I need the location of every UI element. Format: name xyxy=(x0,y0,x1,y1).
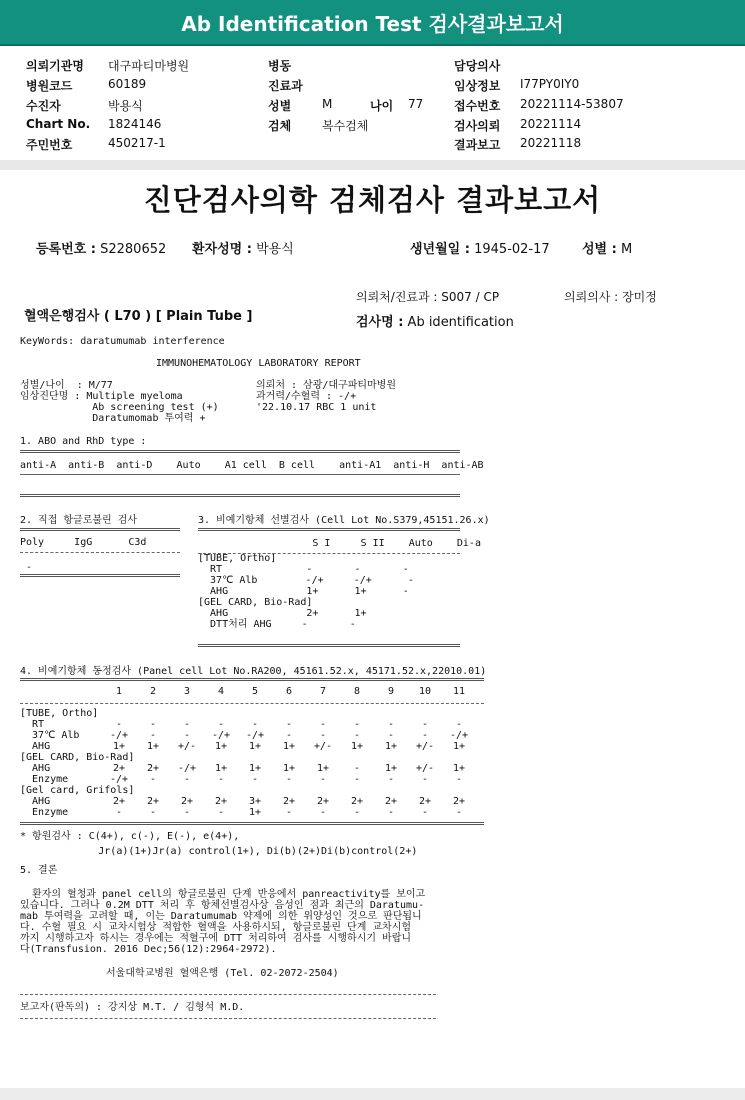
panel-cell-number: 2 xyxy=(149,686,157,697)
conclusion-line: 환자의 혈청과 panel cell의 항글로불린 단계 반응에서 panreactivity를 보이고 xyxy=(20,889,426,900)
rule xyxy=(20,474,460,475)
panel-result: - xyxy=(387,774,395,785)
panel-result: 1+ xyxy=(248,741,262,752)
reg-value: S2280652 xyxy=(100,242,167,257)
panel-row-label: [Gel card, Grifols] xyxy=(20,785,135,796)
rule xyxy=(198,644,460,647)
panel-result: +/- xyxy=(313,741,333,752)
panel-row xyxy=(20,796,500,807)
panel-row xyxy=(20,730,500,741)
panel-result: 1+ xyxy=(146,741,160,752)
panel-result: - xyxy=(183,807,191,818)
screening-header: S I S II Auto Di-a xyxy=(198,538,481,549)
panel-result: 1+ xyxy=(452,763,466,774)
sex-label: 성별 xyxy=(268,99,292,113)
panel-result: 1+ xyxy=(282,763,296,774)
doc-doctor-value: 장미정 xyxy=(622,290,657,304)
panel-result: 2+ xyxy=(112,796,126,807)
doc-sex-row xyxy=(582,238,632,257)
panel-result: -/+ xyxy=(245,730,265,741)
panel-row xyxy=(20,785,500,796)
panel-result: - xyxy=(285,807,293,818)
panel-result: +/- xyxy=(415,741,435,752)
conclusion-line: 다. 수혈 필요 시 교차시험상 적합한 혈액을 사용하시되, 항글로불린 단계 교차시험 xyxy=(20,922,412,933)
rule xyxy=(20,494,460,497)
chart-label: Chart No. xyxy=(26,117,91,131)
panel-result: - xyxy=(183,719,191,730)
screening-line: AHG 1+ 1+ - xyxy=(198,586,409,597)
rrn-value: 450217-1 xyxy=(108,136,166,150)
requesting-doctor-row xyxy=(564,288,657,305)
age-value: 77 xyxy=(408,97,424,111)
rrn-label: 주민번호 xyxy=(26,138,73,152)
section5-title: 5. 결론 xyxy=(20,865,58,876)
panel-result: -/+ xyxy=(449,730,469,741)
panel-result: -/+ xyxy=(211,730,231,741)
panel-result: - xyxy=(319,730,327,741)
panel-result: 2+ xyxy=(146,763,160,774)
lab-report-document xyxy=(10,170,735,1086)
document-title: 진단검사의학 검체검사 결과보고서 xyxy=(143,183,602,217)
dob-label: 생년월일 : xyxy=(410,242,470,257)
conclusion-line: 까지 시행하고자 하시는 경우에는 적혈구에 DTT 처리하여 검사를 시행하시기 바랍니 xyxy=(20,933,412,944)
institution: 서울대학교병원 혈액은행 (Tel. 02-2072-2504) xyxy=(106,968,339,979)
report-header-bar xyxy=(0,0,745,46)
panel-result: - xyxy=(353,730,361,741)
panel-cell-number: 5 xyxy=(251,686,259,697)
dob-value: 1945-02-17 xyxy=(474,242,550,257)
panel-result: 2+ xyxy=(214,796,228,807)
dept-label: 진료과 xyxy=(268,79,303,93)
hospital-label: 의뢰기관명 xyxy=(26,59,84,73)
panel-result: - xyxy=(217,774,225,785)
rule xyxy=(198,553,460,554)
panel-result: - xyxy=(251,774,259,785)
screening-line: 37℃ Alb -/+ -/+ - xyxy=(198,575,414,586)
panel-result: - xyxy=(319,774,327,785)
section3-title: 3. 비예기항체 선별검사 (Cell Lot No.S379,45151.26.x) xyxy=(198,515,490,526)
panel-row-label: Enzyme xyxy=(20,774,69,785)
sex-value: M xyxy=(322,97,333,111)
panel-row-label: [GEL CARD, Bio-Rad] xyxy=(20,752,135,763)
panel-result: - xyxy=(421,730,429,741)
report-date-value: 20221118 xyxy=(520,136,582,150)
dob-row xyxy=(410,238,550,257)
panel-header-row xyxy=(20,686,500,697)
pt-line: Ab screening test (+) xyxy=(20,402,219,413)
panel-row-label: AHG xyxy=(20,796,51,807)
screening-line: DTT처리 AHG - - xyxy=(198,619,356,630)
panel-result: 1+ xyxy=(384,741,398,752)
panel-cell-number: 9 xyxy=(387,686,395,697)
doc-sex-label: 성별 : xyxy=(582,242,617,257)
panel-result: - xyxy=(353,774,361,785)
panel-row xyxy=(20,763,500,774)
screening-table xyxy=(198,538,481,630)
conclusion-line: 있습니다. 그러나 0.2M DTT 처리 후 항체선별검사상 음성인 점과 최근의 Daratumu- xyxy=(20,900,425,911)
panel-result: - xyxy=(353,719,361,730)
report-header-title: Ab Identification Test 검사결과보고서 xyxy=(181,11,564,36)
antigen-line: * 항원검사 : C(4+), c(-), E(-), e(4+), xyxy=(20,831,240,842)
section-separator xyxy=(0,160,745,170)
panel-result: -/+ xyxy=(109,774,129,785)
pt-line: 임상진단명 : Multiple myeloma xyxy=(20,391,183,402)
section1-title: 1. ABO and RhD type : xyxy=(20,436,147,447)
specimen-label: 검체 xyxy=(268,119,292,133)
panel-result: - xyxy=(455,807,463,818)
receipt-value: 20221114-53807 xyxy=(520,97,624,111)
panel-result: - xyxy=(353,807,361,818)
panel-result: 1+ xyxy=(248,807,262,818)
keywords: KeyWords: daratumumab interference xyxy=(20,336,225,347)
screening-line: [GEL CARD, Bio-Rad] xyxy=(198,597,313,608)
screening-line: RT - - - xyxy=(198,564,409,575)
panel-result: - xyxy=(455,774,463,785)
panel-row xyxy=(20,741,500,752)
panel-result: - xyxy=(285,719,293,730)
section2-title: 2. 직접 항글로불린 검사 xyxy=(20,515,138,526)
panel-result: - xyxy=(387,730,395,741)
panel-cell-number: 1 xyxy=(115,686,123,697)
panel-result: - xyxy=(455,719,463,730)
rule xyxy=(20,703,484,704)
code-value: 60189 xyxy=(108,77,147,91)
chart-value: 1824146 xyxy=(108,117,162,131)
panel-result: 1+ xyxy=(316,763,330,774)
rule xyxy=(20,822,484,825)
panel-result: - xyxy=(319,807,327,818)
panel-result: - xyxy=(421,807,429,818)
panel-row-label: Enzyme xyxy=(20,807,69,818)
rule xyxy=(20,450,460,453)
panel-result: 1+ xyxy=(112,741,126,752)
panel-result: 2+ xyxy=(384,796,398,807)
pt-line: '22.10.17 RBC 1 unit xyxy=(256,402,377,413)
antigen-results xyxy=(20,831,417,857)
patient-details-left xyxy=(20,380,219,424)
panel-result: 1+ xyxy=(248,763,262,774)
panel-row xyxy=(20,774,500,785)
specimen-value: 복수검체 xyxy=(322,119,369,133)
conclusion-line: 다(Transfusion. 2016 Dec;56(12):2964-2972). xyxy=(20,944,277,955)
panel-result: - xyxy=(149,719,157,730)
name-row xyxy=(192,238,294,257)
test-name-label: 검사명 : xyxy=(356,315,404,330)
panel-result: -/+ xyxy=(177,763,197,774)
conclusion-text xyxy=(20,889,425,955)
panel-result: +/- xyxy=(177,741,197,752)
pt-line: 의뢰처 : 삼광/대구파티마병원 xyxy=(256,380,397,391)
panel-result: 2+ xyxy=(112,763,126,774)
panel-result: 1+ xyxy=(214,741,228,752)
panel-result: 1+ xyxy=(282,741,296,752)
panel-result: - xyxy=(285,774,293,785)
panel-row xyxy=(20,719,500,730)
panel-result: -/+ xyxy=(109,730,129,741)
rule xyxy=(20,552,180,553)
age-label: 나이 xyxy=(370,99,394,113)
bank-test-title: 혈액은행검사 ( L70 ) [ Plain Tube ] xyxy=(24,309,253,324)
code-label: 병원코드 xyxy=(26,79,73,93)
panel-result: 2+ xyxy=(452,796,466,807)
panel-result: 1+ xyxy=(452,741,466,752)
ward-label: 병동 xyxy=(268,59,292,73)
panel-result: - xyxy=(149,774,157,785)
patient-details-right xyxy=(256,380,396,413)
panel-result: - xyxy=(217,719,225,730)
panel-result: 2+ xyxy=(282,796,296,807)
rule xyxy=(20,994,436,995)
panel-row-label: AHG xyxy=(20,763,51,774)
patient-label: 수진자 xyxy=(26,99,61,113)
doc-dept-label: 의뢰처/진료과 : xyxy=(356,290,438,304)
dat-values: - xyxy=(20,562,33,573)
panel-result: - xyxy=(183,774,191,785)
panel-result: 3+ xyxy=(248,796,262,807)
panel-cell-number: 4 xyxy=(217,686,225,697)
panel-cell-number: 11 xyxy=(452,686,466,697)
panel-row xyxy=(20,807,500,818)
panel-cell-number: 7 xyxy=(319,686,327,697)
clinical-value: I77PY0IY0 xyxy=(520,77,580,91)
panel-cell-number: 10 xyxy=(418,686,432,697)
panel-result: - xyxy=(387,719,395,730)
panel-result: 2+ xyxy=(418,796,432,807)
conclusion-line: mab 투여력을 고려할 때, 이는 Daratumumab 약제에 의한 위양성인 것으로 판단됩니 xyxy=(20,911,422,922)
screening-line: AHG 2+ 1+ xyxy=(198,608,367,619)
report-date-label: 결과보고 xyxy=(454,138,501,152)
test-name-row xyxy=(356,311,514,330)
bottom-separator xyxy=(0,1088,745,1100)
panel-row-label: AHG xyxy=(20,741,51,752)
rule xyxy=(20,574,180,577)
registration-row xyxy=(36,238,166,257)
panel-result: - xyxy=(183,730,191,741)
panel-identification-table xyxy=(20,686,490,826)
panel-result: - xyxy=(353,763,361,774)
report-subtitle: IMMUNOHEMATOLOGY LABORATORY REPORT xyxy=(156,358,361,369)
panel-result: - xyxy=(319,719,327,730)
doctor-label: 담당의사 xyxy=(454,59,501,73)
panel-cell-number: 8 xyxy=(353,686,361,697)
test-name-value: Ab identification xyxy=(407,315,514,330)
pt-line: Daratumomab 투여력 + xyxy=(20,413,206,424)
panel-result: - xyxy=(285,730,293,741)
panel-result: - xyxy=(251,719,259,730)
rule xyxy=(198,528,460,531)
antigen-line: Jr(a)(1+)Jr(a) control(1+), Di(b)(2+)Di(b)control(2+) xyxy=(20,846,418,857)
panel-row-label: 37℃ Alb xyxy=(20,730,80,741)
panel-result: 1+ xyxy=(350,741,364,752)
reporter: 보고자(판독의) : 강지상 M.T. / 김형석 M.D. xyxy=(20,1002,245,1013)
panel-result: 1+ xyxy=(214,763,228,774)
panel-result: - xyxy=(115,719,123,730)
panel-row-label: [TUBE, Ortho] xyxy=(20,708,99,719)
panel-result: 2+ xyxy=(316,796,330,807)
panel-result: 2+ xyxy=(350,796,364,807)
rule xyxy=(20,1018,436,1019)
doc-sex-value: M xyxy=(620,242,633,257)
panel-result: 2+ xyxy=(180,796,194,807)
panel-row xyxy=(20,752,500,763)
rule xyxy=(20,528,180,531)
hospital-value: 대구파티마병원 xyxy=(108,59,190,73)
panel-result: - xyxy=(421,719,429,730)
panel-result: - xyxy=(421,774,429,785)
dept-row xyxy=(356,288,499,305)
patient-value: 박용식 xyxy=(108,99,143,113)
abo-columns: anti-A anti-B anti-D Auto A1 cell B cell anti-A1 anti-H anti-AB xyxy=(20,460,484,471)
panel-row xyxy=(20,708,500,719)
name-value: 박용식 xyxy=(256,242,294,257)
panel-cell-number: 3 xyxy=(183,686,191,697)
section4-title: 4. 비예기항체 동정검사 (Panel cell Lot No.RA200, 45161.52.x, 45171.52.x,22010.01) xyxy=(20,666,487,677)
panel-result: - xyxy=(115,807,123,818)
rule xyxy=(20,678,484,681)
screening-line: [TUBE, Ortho] xyxy=(198,553,277,564)
patient-info-header xyxy=(0,54,745,154)
pt-line: 과거력/수혈력 : -/+ xyxy=(256,391,357,402)
panel-result: - xyxy=(387,807,395,818)
name-label: 환자성명 : xyxy=(192,242,252,257)
doc-doctor-label: 의뢰의사 : xyxy=(564,290,619,304)
receipt-label: 접수번호 xyxy=(454,99,501,113)
request-value: 20221114 xyxy=(520,117,582,131)
panel-result: - xyxy=(149,730,157,741)
panel-cell-number: 6 xyxy=(285,686,293,697)
panel-result: - xyxy=(149,807,157,818)
pt-line: 성별/나이 : M/77 xyxy=(20,380,113,391)
dat-columns: Poly IgG C3d xyxy=(20,537,147,548)
panel-result: - xyxy=(217,807,225,818)
panel-row-label: RT xyxy=(20,719,45,730)
clinical-label: 임상정보 xyxy=(454,79,501,93)
panel-result: +/- xyxy=(415,763,435,774)
panel-result: 2+ xyxy=(146,796,160,807)
reg-label: 등록번호 : xyxy=(36,242,96,257)
panel-result: 1+ xyxy=(384,763,398,774)
request-label: 검사의뢰 xyxy=(454,119,501,133)
doc-dept-value: S007 / CP xyxy=(441,290,500,304)
